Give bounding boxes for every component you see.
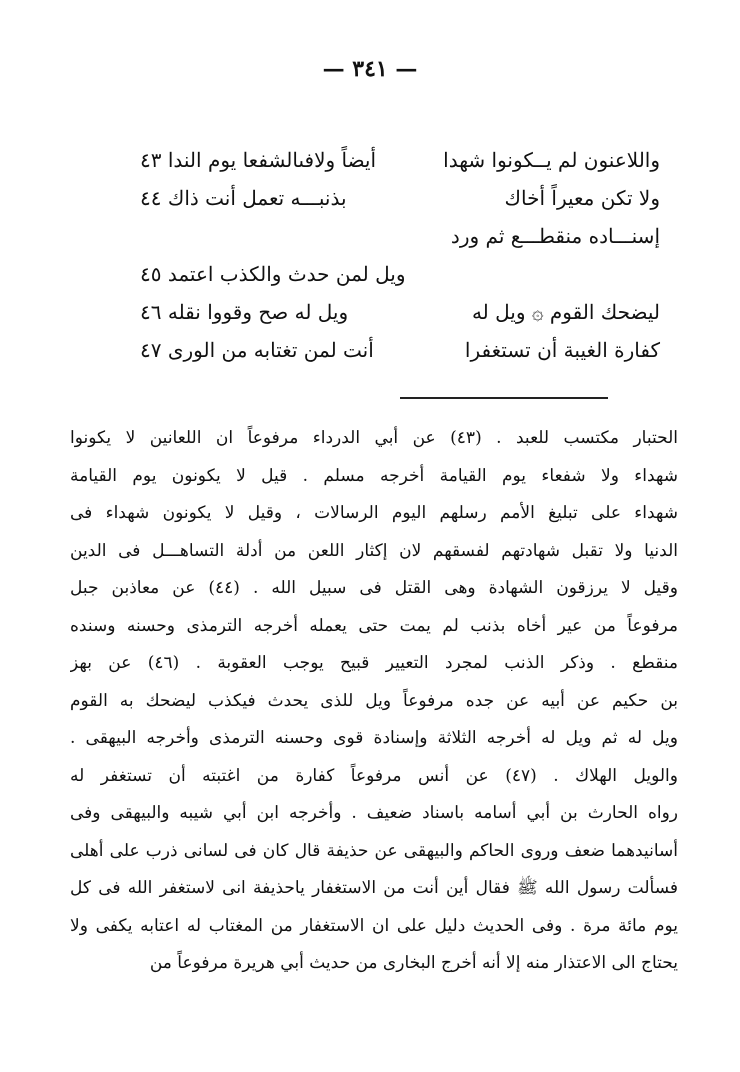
verse-first-hemistich: كفارة الغيبة أن تستغفرا (464, 338, 660, 362)
verse-first-hemistich: إسنـــاده منقطـــع ثم ورد (450, 224, 660, 248)
commentary-line: الحتبار مكتسب للعبد . (٤٣) عن أبي الدرداء مرفوعاً ان اللعانين لا يكونوا (70, 428, 678, 448)
commentary-line: يوم مائة مرة . وفى الحديث دليل على ان الاستغفار من المغتاب له اعتابه يكفى ولا (70, 915, 678, 936)
commentary-line: منقطع . وذكر الذنب لمجرد التعيير قبيح يوجب العقوبة . (٤٦) عن بهز (70, 653, 678, 673)
verse-first-hemistich: واللاعنون لم يــكونوا شهدا (443, 148, 660, 172)
commentary-line: مرفوعاً من عير أخاه بذنب لم يمت حتى يعمله أخرجه الترمذى وحسنه وسنده (70, 615, 678, 636)
commentary-line: ويل له ثم ويل له أخرجه الثلاثة وإسنادة قوى وحسنه الترمذى وأخرجه البيهقى . (70, 728, 678, 748)
page-number: — ٣٤١ — (322, 56, 418, 82)
verse-second-hemistich: ويل لمن حدث والكذب اعتمد ٤٥ (140, 262, 406, 286)
commentary-line: أسانيدهما ضعف وروى الحاكم والبيهقى عن حذيفة قال كان فى لسانى ذرب على أهلى (70, 840, 678, 861)
commentary-line: والويل الهلاك . (٤٧) عن أنس مرفوعاً كفارة من اغتبته أن تستغفر له (70, 765, 678, 786)
verse-line (140, 262, 660, 296)
verse-second-hemistich: بذنبـــه تعمل أنت ذاك ٤٤ (140, 186, 347, 210)
commentary-line: شهداء على تبليغ الأمم رسلهم اليوم الرسالات ، وقيل لا يكونون شهداء فى (70, 503, 678, 523)
verse-line (140, 338, 660, 372)
section-divider (400, 397, 608, 399)
verse-first-hemistich: ليضحك القوم ۞ ويل له (471, 300, 660, 324)
verse-line (140, 186, 660, 220)
verse-second-hemistich: أنت لمن تغتابه من الورى ٤٧ (140, 338, 374, 362)
commentary-line: شهداء ولا شفعاء يوم القيامة أخرجه مسلم . قيل لا يكونون يوم القيامة (70, 465, 678, 486)
commentary-line: وقيل لا يرزقون الشهادة وهى القتل فى سبيل الله . (٤٤) عن معاذبن جبل (70, 578, 678, 598)
commentary-line: يحتاج الى الاعتذار منه إلا أنه أخرج البخارى من حديث أبي هريرة مرفوعاً من (149, 953, 678, 973)
commentary-line: الدنيا ولا تقبل شهادتهم لفسقهم لان إكثار اللعن من أدلة التساهـــل فى الدين (70, 540, 678, 561)
verse-line (140, 224, 660, 258)
verse-line (140, 300, 660, 334)
verse-first-hemistich: ولا تكن معيراً أخاك (504, 186, 660, 210)
commentary-line: بن حكيم عن أبيه عن جده مرفوعاً ويل للذى يحدث فيكذب ليضحك به القوم (70, 690, 678, 711)
commentary-line: فسألت رسول الله ﷺ فقال أين أنت من الاستغفار ياحذيفة انى لاستغفر الله فى كل (70, 878, 678, 898)
commentary-line: رواه الحارث بن أبي أسامه باسناد ضعيف . وأخرجه ابن أبي شيبه والبيهقى وفى (70, 803, 678, 823)
commentary-text (70, 420, 678, 983)
verse-line (140, 148, 660, 182)
verse-second-hemistich: أيضاً ولافىالشفعا يوم الندا ٤٣ (140, 148, 377, 172)
verse-second-hemistich: ويل له صح وقووا نقله ٤٦ (140, 300, 349, 324)
